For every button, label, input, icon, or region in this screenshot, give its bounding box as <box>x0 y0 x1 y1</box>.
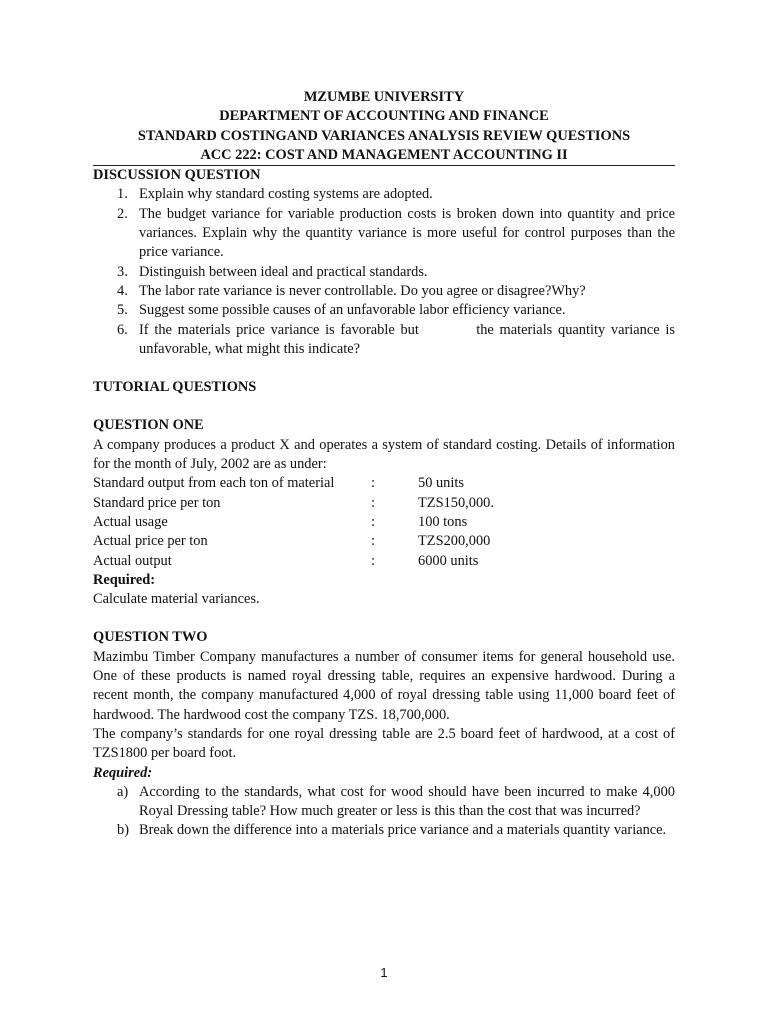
list-item-text: Suggest some possible causes of an unfavorable labor efficiency variance. <box>139 302 566 319</box>
list-item-text: The labor rate variance is never controllable. Do you agree or disagree?Why? <box>139 282 586 299</box>
list-item-text: According to the standards, what cost for wood should have been incurred to make 4,000 Royal Dressing table? How much greater or less is this than the cost that was incurred? <box>139 783 675 820</box>
course-title: ACC 222: COST AND MANAGEMENT ACCOUNTING II <box>200 146 568 163</box>
question-two-list <box>93 783 675 841</box>
detail-label: Actual output <box>93 552 172 569</box>
list-letter: a) <box>117 783 129 800</box>
detail-colon: : <box>371 513 375 530</box>
question-two-paragraph-1: Mazimbu Timber Company manufactures a number of consumer items for general household use. One of these products is named royal dressing table, requires an expensive hardwood. During a recent month, the company manufactured 4,000 of royal dressing table using 11,000 board feet of hardwood. The hardwood cost the company TZS. 18,700,000. <box>93 648 675 723</box>
detail-value: TZS150,000. <box>418 494 494 511</box>
detail-label: Actual usage <box>93 513 168 530</box>
discussion-list <box>93 185 679 359</box>
list-item <box>93 185 675 204</box>
department-name: DEPARTMENT OF ACCOUNTING AND FINANCE <box>219 108 549 125</box>
list-item-text: Break down the difference into a materials price variance and a materials quantity variance. <box>139 822 667 839</box>
list-number: 6. <box>117 321 128 338</box>
list-number: 4. <box>117 282 128 299</box>
question-one-heading: QUESTION ONE <box>93 417 204 434</box>
table-row <box>93 552 494 571</box>
detail-label: Standard output from each ton of material <box>93 475 335 492</box>
question-two-required-label: Required: <box>93 764 153 781</box>
table-row <box>93 532 494 551</box>
question-one-intro: A company produces a product X and operates a system of standard costing. Details of information for the month of July, 2002 are as under: <box>93 436 675 473</box>
page-content <box>93 88 679 841</box>
document-header <box>93 88 675 165</box>
detail-value: 6000 units <box>418 552 479 569</box>
detail-label: Actual price per ton <box>93 533 208 550</box>
document-title: STANDARD COSTINGAND VARIANCES ANALYSIS REVIEW QUESTIONS <box>137 127 631 144</box>
list-item-text: The budget variance for variable production costs is broken down into quantity and price variances. Explain why the quantity variance is more useful for control purposes than the price variance. <box>139 205 675 261</box>
detail-value: 100 tons <box>418 513 468 530</box>
list-number: 1. <box>117 186 128 203</box>
table-row <box>93 513 494 532</box>
list-letter: b) <box>117 822 129 839</box>
detail-value: TZS200,000 <box>418 533 491 550</box>
question-two-heading: QUESTION TWO <box>93 629 208 646</box>
list-item-text: If the materials price variance is favorable but the materials quantity variance is unfavorable, what might this indicate? <box>139 321 679 357</box>
question-one-task: Calculate material variances. <box>93 591 260 608</box>
list-number: 2. <box>117 205 128 222</box>
university-name: MZUMBE UNIVERSITY <box>303 89 465 105</box>
list-item <box>93 263 675 282</box>
list-item <box>93 821 675 840</box>
list-item <box>93 282 675 301</box>
list-item <box>93 205 675 263</box>
list-number: 5. <box>117 302 128 319</box>
list-item-text: Explain why standard costing systems are adopted. <box>139 186 433 203</box>
list-item <box>93 783 675 822</box>
list-item-text: Distinguish between ideal and practical standards. <box>139 263 428 280</box>
question-one-required-label: Required: <box>93 571 156 588</box>
detail-colon: : <box>371 552 375 569</box>
detail-colon: : <box>371 494 375 511</box>
detail-colon: : <box>371 533 375 550</box>
detail-value: 50 units <box>418 475 464 492</box>
page-number: 1 <box>380 965 388 980</box>
question-two-paragraph-2: The company’s standards for one royal dressing table are 2.5 board feet of hardwood, at a cost of TZS1800 per board foot. <box>93 725 675 762</box>
list-item <box>93 321 679 360</box>
tutorial-heading: TUTORIAL QUESTIONS <box>93 379 257 396</box>
detail-label: Standard price per ton <box>93 494 221 511</box>
list-item <box>93 301 675 320</box>
table-row <box>93 474 494 493</box>
table-row <box>93 494 494 513</box>
discussion-heading: DISCUSSION QUESTION <box>93 167 261 184</box>
list-number: 3. <box>117 263 128 280</box>
question-one-details-table <box>93 474 494 570</box>
detail-colon: : <box>371 475 375 492</box>
